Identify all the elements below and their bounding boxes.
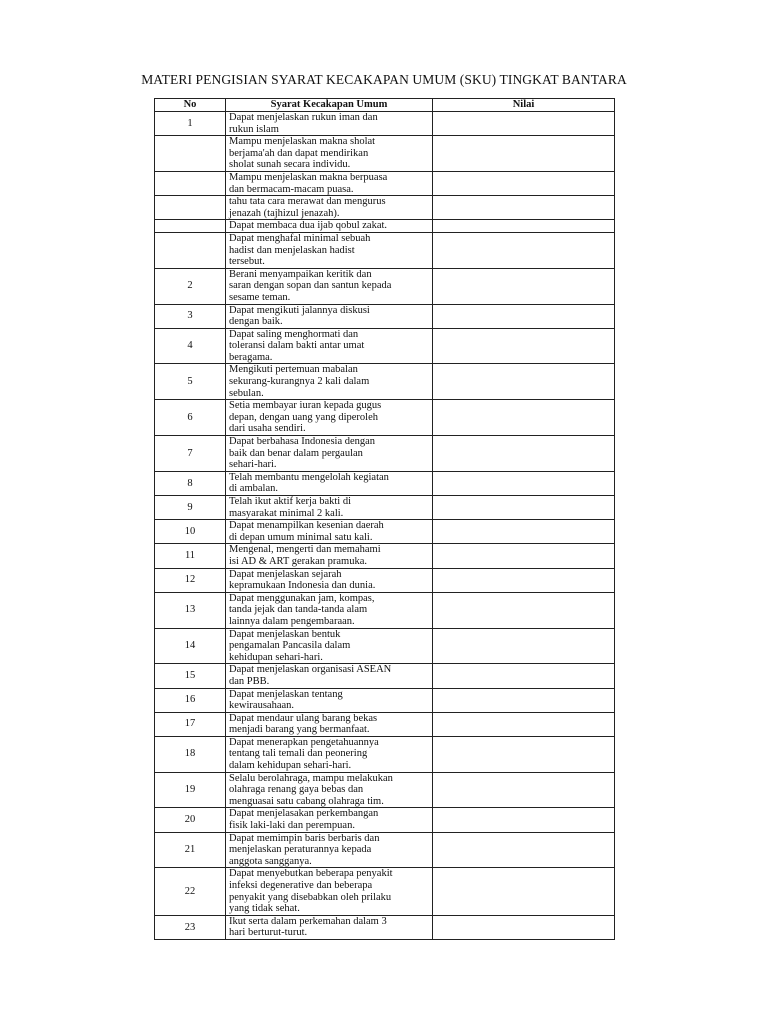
requirement-text-line: fisik laki-laki dan perempuan. — [229, 820, 355, 832]
table-body — [155, 112, 615, 940]
requirement-cell — [226, 568, 433, 592]
requirement-text-line: Ikut serta dalam perkemahan dalam 3 — [229, 915, 387, 927]
score-cell[interactable] — [433, 808, 615, 832]
table-row — [155, 520, 615, 544]
header-requirement: Syarat Kecakapan Umum — [226, 99, 433, 112]
table-row — [155, 364, 615, 400]
requirement-text-line: tentang tali temali dan peonering — [229, 748, 368, 760]
score-cell[interactable] — [433, 568, 615, 592]
table-row — [155, 915, 615, 939]
row-number: 16 — [155, 688, 226, 712]
row-number: 2 — [155, 268, 226, 304]
requirement-cell — [226, 808, 433, 832]
requirement-text-line: masyarakat minimal 2 kali. — [229, 507, 344, 519]
requirement-text-line: tersebut. — [229, 256, 265, 268]
row-number — [155, 136, 226, 172]
requirement-text-line: baik dan benar dalam pergaulan — [229, 447, 363, 459]
row-number: 14 — [155, 628, 226, 664]
table-row — [155, 736, 615, 772]
table-row — [155, 772, 615, 808]
requirement-text-line: Dapat menjelaskan sejarah — [229, 568, 342, 580]
requirement-text-line: anggota sangganya. — [229, 855, 312, 867]
requirement-text-line: hari berturut-turut. — [229, 927, 308, 939]
score-cell[interactable] — [433, 712, 615, 736]
requirement-text-line: Dapat menyebutkan beberapa penyakit — [229, 868, 393, 880]
requirement-cell — [226, 196, 433, 220]
requirement-cell — [226, 436, 433, 472]
table-header-row — [155, 99, 615, 112]
score-cell[interactable] — [433, 772, 615, 808]
requirement-cell — [226, 915, 433, 939]
requirement-text-line: toleransi dalam bakti antar umat — [229, 340, 365, 352]
requirement-text-line: Dapat menjelaskan rukun iman dan — [229, 112, 378, 123]
row-number: 12 — [155, 568, 226, 592]
requirement-text-line: rukun islam — [229, 123, 279, 135]
header-score: Nilai — [433, 99, 615, 112]
requirement-text-line: kehidupan sehari-hari. — [229, 651, 323, 663]
row-number: 15 — [155, 664, 226, 688]
row-number — [155, 232, 226, 268]
requirement-text-line: sesame teman. — [229, 291, 291, 303]
row-number: 20 — [155, 808, 226, 832]
table-row — [155, 568, 615, 592]
table-row — [155, 400, 615, 436]
requirement-cell — [226, 544, 433, 568]
requirement-cell — [226, 364, 433, 400]
requirement-text-line: di ambalan. — [229, 483, 278, 495]
table-row — [155, 436, 615, 472]
requirement-cell — [226, 496, 433, 520]
requirement-text-line: Telah ikut aktif kerja bakti di — [229, 496, 352, 507]
requirement-text-line: lainnya dalam pengembaraan. — [229, 615, 355, 627]
row-number: 21 — [155, 832, 226, 868]
requirement-text-line: Dapat menghafal minimal sebuah — [229, 232, 371, 244]
row-number: 4 — [155, 328, 226, 364]
requirement-text-line: dari usaha sendiri. — [229, 423, 306, 435]
table-row — [155, 268, 615, 304]
requirement-text-line: Dapat menampilkan kesenian daerah — [229, 520, 384, 532]
score-cell[interactable] — [433, 868, 615, 915]
requirement-cell — [226, 304, 433, 328]
table-row — [155, 544, 615, 568]
score-cell[interactable] — [433, 436, 615, 472]
requirement-text-line: tanda jejak dan tanda-tanda alam — [229, 604, 368, 616]
requirement-cell — [226, 688, 433, 712]
table-row — [155, 112, 615, 136]
score-cell[interactable] — [433, 400, 615, 436]
score-cell[interactable] — [433, 832, 615, 868]
requirement-text-line: Berani menyampaikan keritik dan — [229, 268, 372, 280]
requirement-text-line: beragama. — [229, 351, 273, 363]
table-row — [155, 808, 615, 832]
table-row — [155, 171, 615, 195]
requirement-text-line: hadist dan menjelaskan hadist — [229, 244, 355, 256]
requirement-text-line: kepramukaan Indonesia dan dunia. — [229, 580, 376, 592]
table-row — [155, 628, 615, 664]
requirement-text-line: Dapat menjelaskan organisasi ASEAN — [229, 664, 392, 676]
row-number — [155, 220, 226, 233]
requirement-cell — [226, 712, 433, 736]
row-number: 10 — [155, 520, 226, 544]
requirement-text-line: menjadi barang yang bermanfaat. — [229, 724, 370, 736]
table-row — [155, 136, 615, 172]
row-number: 1 — [155, 112, 226, 136]
requirement-text-line: infeksi degenerative dan beberapa — [229, 880, 373, 891]
header-no: No — [155, 99, 226, 112]
requirement-text-line: sebulan. — [229, 387, 264, 399]
requirement-text-line: sekurang-kurangnya 2 kali dalam — [229, 376, 370, 388]
table-row — [155, 832, 615, 868]
requirement-text-line: dengan baik. — [229, 316, 283, 328]
score-cell[interactable] — [433, 471, 615, 495]
requirement-text-line: sholat sunah secara individu. — [229, 159, 351, 171]
requirement-text-line: Dapat menjelaskan bentuk — [229, 628, 341, 640]
requirement-text-line: Dapat saling menghormati dan — [229, 328, 359, 340]
requirement-text-line: Dapat berbahasa Indonesia dengan — [229, 436, 376, 448]
table-row — [155, 592, 615, 628]
requirement-text-line: sehari-hari. — [229, 459, 277, 471]
requirement-cell — [226, 868, 433, 915]
requirement-text-line: Dapat memimpin baris berbaris dan — [229, 832, 380, 844]
requirement-cell — [226, 520, 433, 544]
table-row — [155, 304, 615, 328]
table-row — [155, 220, 615, 233]
requirement-text-line: Mampu menjelaskan makna berpuasa — [229, 171, 388, 183]
requirement-cell — [226, 772, 433, 808]
requirement-text-line: di depan umum minimal satu kali. — [229, 531, 373, 543]
score-cell[interactable] — [433, 304, 615, 328]
requirement-text-line: kewirausahaan. — [229, 700, 295, 712]
table-row — [155, 688, 615, 712]
requirement-text-line: Mengenal, mengerti dan memahami — [229, 544, 381, 556]
row-number: 11 — [155, 544, 226, 568]
row-number: 8 — [155, 471, 226, 495]
row-number — [155, 196, 226, 220]
row-number: 9 — [155, 496, 226, 520]
requirement-text-line: berjama'ah dan dapat mendirikan — [229, 147, 369, 159]
requirement-text-line: menguasai satu cabang olahraga tim. — [229, 795, 384, 807]
requirement-cell — [226, 400, 433, 436]
requirement-cell — [226, 832, 433, 868]
requirement-text-line: Telah membantu mengelolah kegiatan — [229, 471, 389, 483]
requirement-text-line: olahraga renang gaya bebas dan — [229, 784, 364, 796]
table-row — [155, 232, 615, 268]
sku-table — [154, 98, 615, 940]
requirement-text-line: depan, dengan uang yang diperoleh — [229, 411, 378, 423]
document-title: MATERI PENGISIAN SYARAT KECAKAPAN UMUM (SKU) TINGKAT BANTARA — [141, 72, 627, 87]
row-number: 7 — [155, 436, 226, 472]
requirement-cell — [226, 664, 433, 688]
requirement-cell — [226, 471, 433, 495]
requirement-text-line: pengamalan Pancasila dalam — [229, 640, 351, 652]
row-number: 5 — [155, 364, 226, 400]
table-row — [155, 196, 615, 220]
row-number: 3 — [155, 304, 226, 328]
requirement-text-line: jenazah (tajhizul jenazah). — [229, 207, 340, 219]
table-row — [155, 471, 615, 495]
requirement-text-line: tahu tata cara merawat dan mengurus — [229, 196, 386, 208]
requirement-text-line: Dapat menjelaskan tentang — [229, 688, 343, 700]
requirement-cell — [226, 736, 433, 772]
score-cell[interactable] — [433, 592, 615, 628]
requirement-text-line: menjelaskan peraturannya kepada — [229, 844, 372, 856]
row-number: 22 — [155, 868, 226, 915]
table-row — [155, 712, 615, 736]
requirement-cell — [226, 628, 433, 664]
row-number — [155, 171, 226, 195]
requirement-text-line: penyakit yang disebabkan oleh prilaku — [229, 891, 392, 903]
score-cell[interactable] — [433, 520, 615, 544]
score-cell[interactable] — [433, 915, 615, 939]
score-cell[interactable] — [433, 171, 615, 195]
score-cell[interactable] — [433, 688, 615, 712]
requirement-text-line: Mampu menjelaskan makna sholat — [229, 136, 376, 148]
requirement-text-line: Dapat membaca dua ijab qobul zakat. — [229, 220, 388, 232]
row-number: 17 — [155, 712, 226, 736]
requirement-cell — [226, 232, 433, 268]
row-number: 6 — [155, 400, 226, 436]
row-number: 23 — [155, 915, 226, 939]
requirement-cell — [226, 592, 433, 628]
requirement-cell — [226, 268, 433, 304]
row-number: 13 — [155, 592, 226, 628]
score-cell[interactable] — [433, 268, 615, 304]
requirement-text-line: Dapat menjelasakan perkembangan — [229, 808, 379, 820]
requirement-text-line: dan PBB. — [229, 675, 270, 687]
requirement-cell — [226, 220, 433, 233]
table-row — [155, 496, 615, 520]
score-cell[interactable] — [433, 736, 615, 772]
requirement-text-line: Selalu berolahraga, mampu melakukan — [229, 772, 393, 784]
score-cell[interactable] — [433, 364, 615, 400]
score-cell[interactable] — [433, 496, 615, 520]
score-cell[interactable] — [433, 220, 615, 233]
requirement-cell — [226, 328, 433, 364]
score-cell[interactable] — [433, 112, 615, 136]
score-cell[interactable] — [433, 628, 615, 664]
requirement-cell — [226, 112, 433, 136]
row-number: 18 — [155, 736, 226, 772]
requirement-text-line: Dapat menerapkan pengetahuannya — [229, 736, 379, 748]
score-cell[interactable] — [433, 664, 615, 688]
requirement-text-line: Mengikuti pertemuan mabalan — [229, 364, 358, 376]
requirement-text-line: yang tidak sehat. — [229, 903, 300, 915]
score-cell[interactable] — [433, 328, 615, 364]
requirement-text-line: Dapat mendaur ulang barang bekas — [229, 712, 378, 724]
score-cell[interactable] — [433, 136, 615, 172]
score-cell[interactable] — [433, 544, 615, 568]
row-number: 19 — [155, 772, 226, 808]
requirement-cell — [226, 136, 433, 172]
requirement-text-line: Dapat mengikuti jalannya diskusi — [229, 304, 370, 316]
score-cell[interactable] — [433, 196, 615, 220]
requirement-text-line: dan bermacam-macam puasa. — [229, 183, 354, 195]
table-row — [155, 328, 615, 364]
table-row — [155, 664, 615, 688]
requirement-text-line: saran dengan sopan dan santun kepada — [229, 280, 392, 292]
requirement-text-line: isi AD & ART gerakan pramuka. — [229, 555, 367, 567]
requirement-text-line: Dapat menggunakan jam, kompas, — [229, 592, 375, 604]
table-row — [155, 868, 615, 915]
requirement-cell — [226, 171, 433, 195]
requirement-text-line: Setia membayar iuran kepada gugus — [229, 400, 382, 412]
score-cell[interactable] — [433, 232, 615, 268]
requirement-text-line: dalam kehidupan sehari-hari. — [229, 760, 352, 772]
